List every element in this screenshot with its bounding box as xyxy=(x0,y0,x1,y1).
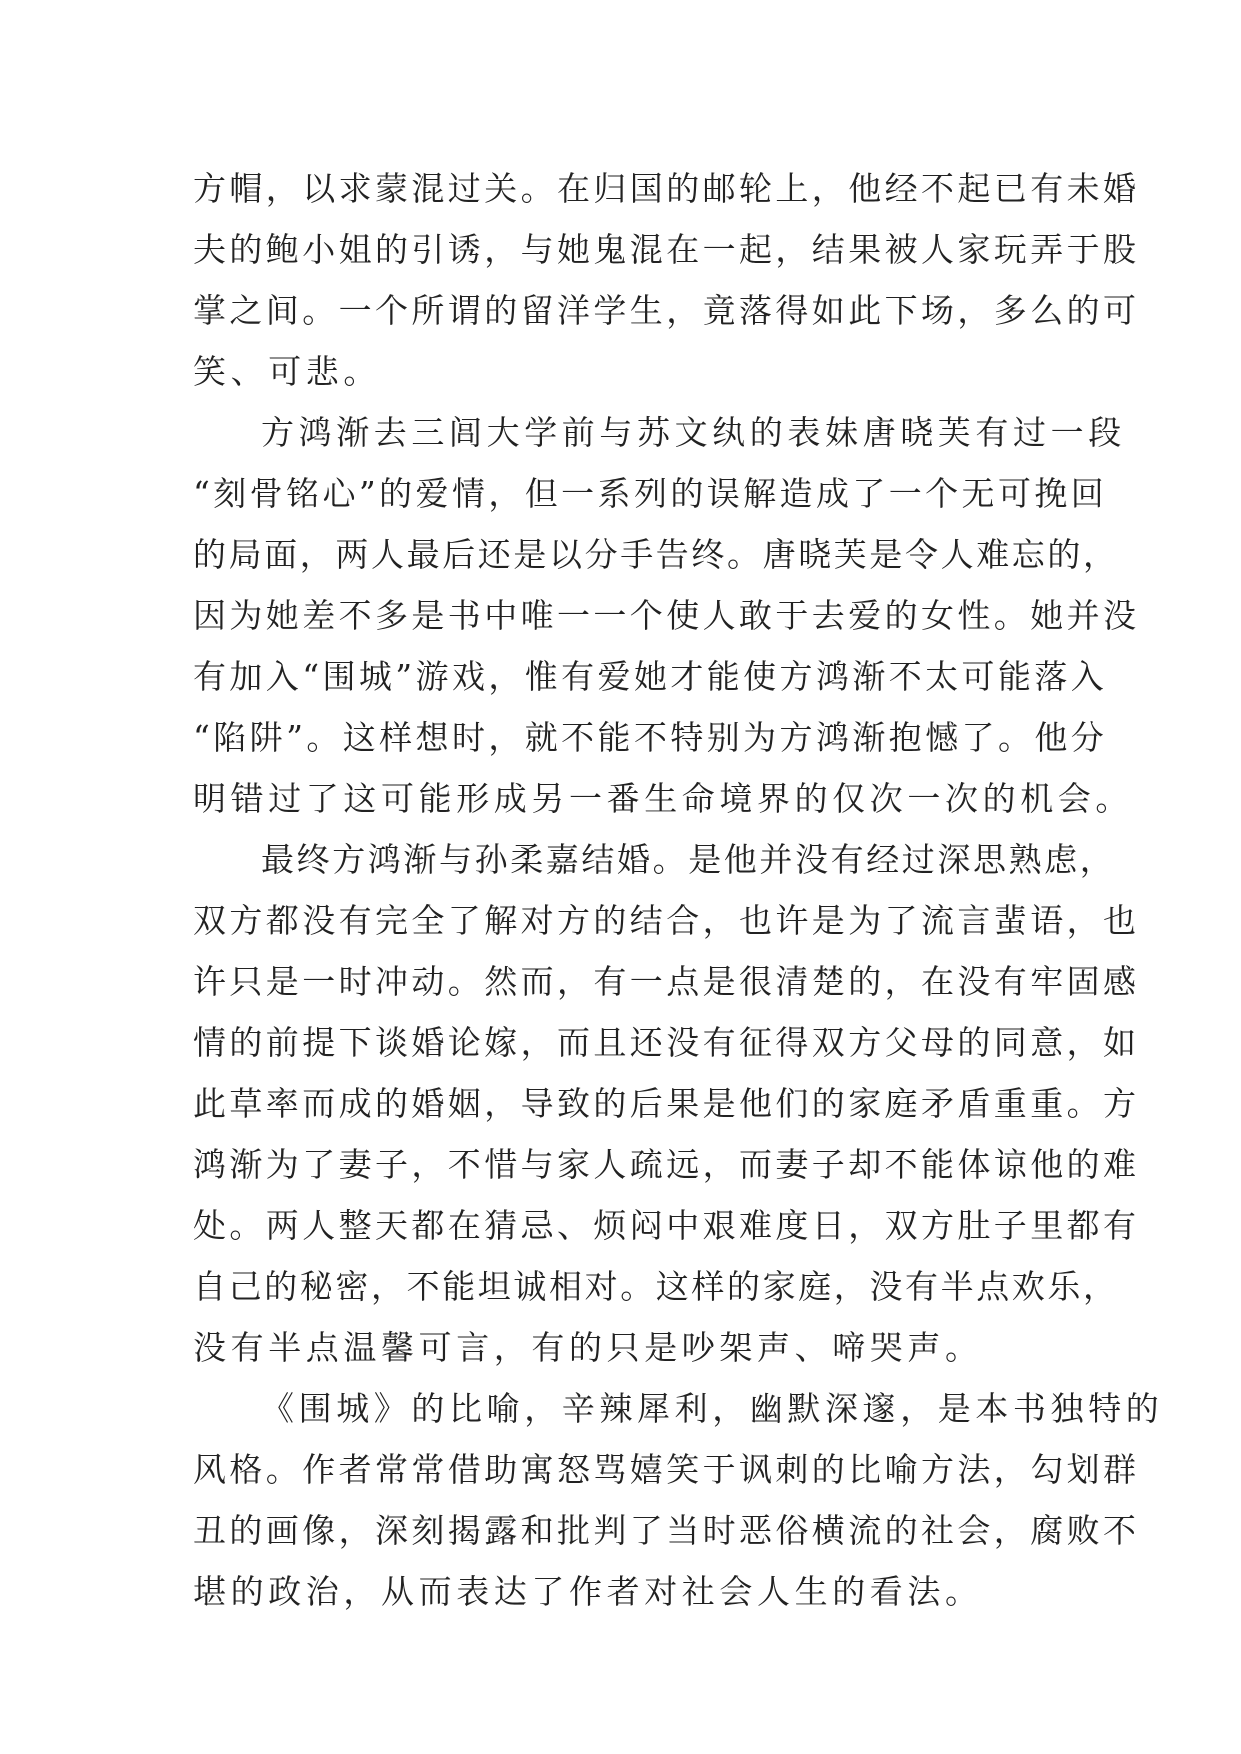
text-line: 掌之间。一个所谓的留洋学生，竟落得如此下场，多么的可 xyxy=(193,291,1140,330)
paragraph-start-line: 方鸿渐去三闾大学前与苏文纨的表妹唐晓芙有过一段 xyxy=(261,413,1126,452)
text-line: 没有半点温馨可言，有的只是吵架声、啼哭声。 xyxy=(193,1328,983,1367)
text-line: 笑、可悲。 xyxy=(193,352,381,391)
paragraph-start-line: 《围城》的比喻，辛辣犀利，幽默深邃，是本书独特的 xyxy=(261,1389,1164,1428)
body-text xyxy=(193,158,1164,1622)
text-line: 明错过了这可能形成另一番生命境界的仅次一次的机会。 xyxy=(193,779,1133,818)
text-line: “刻骨铭心”的爱情，但一系列的误解造成了一个无可挽回 xyxy=(193,474,1108,513)
text-line: 方帽，以求蒙混过关。在归国的邮轮上，他经不起已有未婚 xyxy=(193,169,1140,208)
text-line: 的局面，两人最后还是以分手告终。唐晓芙是令人难忘的， xyxy=(193,535,1119,574)
text-line: 风格。作者常常借助寓怒骂嬉笑于讽刺的比喻方法，勾划群 xyxy=(193,1450,1140,1489)
text-line: 自己的秘密，不能坦诚相对。这样的家庭，没有半点欢乐， xyxy=(193,1267,1119,1306)
text-line: 此草率而成的婚姻，导致的后果是他们的家庭矛盾重重。方 xyxy=(193,1084,1140,1123)
text-line: 双方都没有完全了解对方的结合，也许是为了流言蜚语，也 xyxy=(193,901,1140,940)
text-line: 处。两人整天都在猜忌、烦闷中艰难度日，双方肚子里都有 xyxy=(193,1206,1140,1245)
text-line: 情的前提下谈婚论嫁，而且还没有征得双方父母的同意，如 xyxy=(193,1023,1140,1062)
text-line: 夫的鲍小姐的引诱，与她鬼混在一起，结果被人家玩弄于股 xyxy=(193,230,1140,269)
text-line: “陷阱”。这样想时，就不能不特别为方鸿渐抱憾了。他分 xyxy=(193,718,1108,757)
text-line: 许只是一时冲动。然而，有一点是很清楚的，在没有牢固感 xyxy=(193,962,1140,1001)
paragraph-start-line: 最终方鸿渐与孙柔嘉结婚。是他并没有经过深思熟虑， xyxy=(261,840,1116,879)
text-line: 鸿渐为了妻子，不惜与家人疏远，而妻子却不能体谅他的难 xyxy=(193,1145,1140,1184)
text-line: 有加入“围城”游戏，惟有爱她才能使方鸿渐不太可能落入 xyxy=(193,657,1108,696)
text-line: 丑的画像，深刻揭露和批判了当时恶俗横流的社会，腐败不 xyxy=(193,1511,1140,1550)
text-line: 堪的政治，从而表达了作者对社会人生的看法。 xyxy=(193,1572,983,1611)
text-line: 因为她差不多是书中唯一一个使人敢于去爱的女性。她并没 xyxy=(193,596,1140,635)
